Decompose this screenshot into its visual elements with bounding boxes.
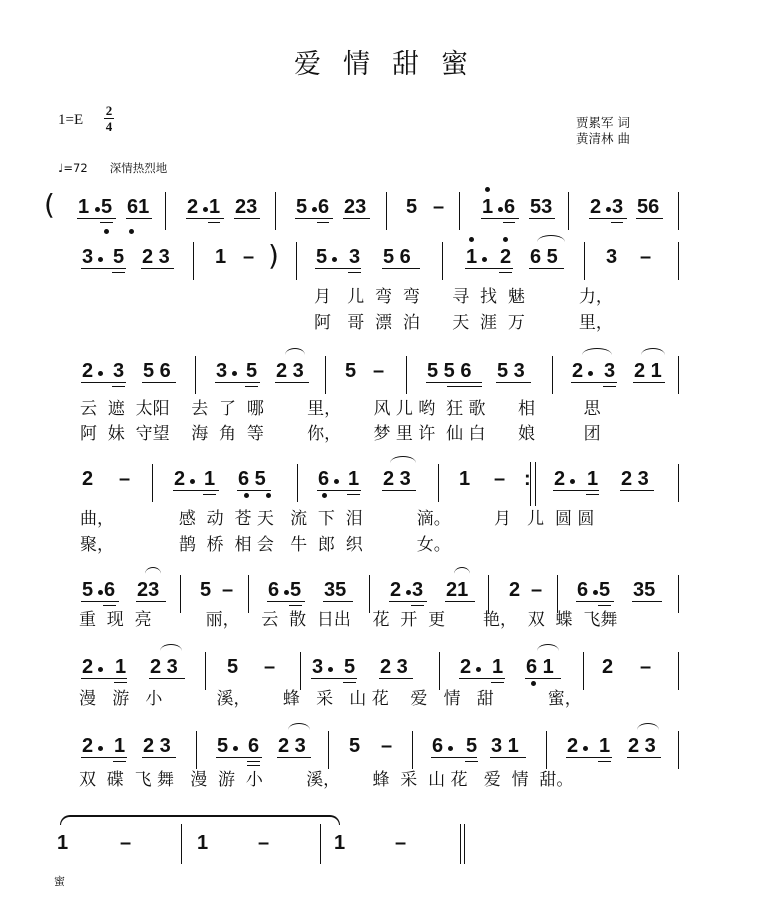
barline [678,464,679,502]
barline [325,356,326,394]
octave-dot [583,746,588,751]
underline [112,386,125,387]
underline [633,382,665,383]
octave-dot [190,479,195,484]
underline [136,601,166,602]
octave-dot [531,681,536,686]
note: 3 [113,360,125,382]
note: 23 [235,196,258,218]
barline [678,652,679,690]
note: 1 [114,735,126,757]
note: 2 [460,656,472,678]
tempo-bpm: ♩=72 [58,161,88,175]
octave-dot [503,237,508,242]
barline [584,242,585,280]
tie-arc [537,235,565,242]
note: 6 5 [530,246,558,268]
lyric: 月 儿 弯 弯 寻 找 魅 力， [314,287,613,307]
note: 2 [174,468,186,490]
octave-dot [98,667,103,672]
tie-arc [641,348,665,355]
underline [234,218,260,219]
note: – [119,468,131,490]
underline [611,222,623,223]
note: 5 [101,196,113,218]
octave-dot [98,590,103,595]
note: 3 [216,360,228,382]
underline [445,601,475,602]
note: 3 [82,246,94,268]
note: 1 [334,832,346,854]
note: 5 [217,735,229,757]
barline [552,356,553,394]
barline [546,731,547,769]
octave-dot [312,207,317,212]
underline [81,268,126,269]
note: 6 [504,196,516,218]
underline [525,678,561,679]
barline [165,192,166,230]
octave-dot [593,590,598,595]
barline [369,575,370,613]
underline [173,490,219,491]
underline [100,222,113,223]
note: 2 [572,360,584,382]
underline [465,761,478,762]
note: 2 3 [150,656,178,678]
lyric: 重 现 亮 丽， 云 散 日出 花 开 更 艳， 双 蝶 飞舞 [79,610,618,630]
note: 2 [500,246,512,268]
octave-dot [498,207,503,212]
note: 2 [82,735,94,757]
note: 2 [590,196,602,218]
tie-arc [160,644,182,651]
note: – [433,196,445,218]
octave-dot [485,187,490,192]
underline [589,218,627,219]
note: – [640,656,652,678]
underline [113,761,126,762]
paren-open: ( [44,188,55,221]
note: 1 [204,468,216,490]
underline [142,382,176,383]
lyric: 曲， 感 动 苍 天 流 下 泪 滴。 月 儿 圆 圆 [80,509,595,529]
note: 1 [115,656,127,678]
underline [126,218,152,219]
tie-arc [390,456,416,463]
note: 5 [599,579,611,601]
octave-dot [328,667,333,672]
note: 2 3 [142,246,170,268]
tie-arc [637,723,659,730]
expression-mark: 深情热烈地 [109,161,168,175]
note: 1 [466,246,478,268]
lyric: 阿 哥 漂 泊 天 涯 万 里， [314,313,613,333]
octave-dot [232,371,237,376]
underline [389,601,427,602]
underline [603,386,616,387]
barline [195,356,196,394]
barline [180,575,181,613]
note: 2 3 [383,468,411,490]
barline [678,356,679,394]
underline [379,678,413,679]
note: 6 [248,735,260,757]
tie-arc [454,567,470,574]
note: 35 [324,579,347,601]
octave-dot [233,746,238,751]
note: 2 [567,735,579,757]
barline [328,731,329,769]
composer: 黄清林 曲 [576,131,630,146]
underline [216,757,262,758]
tie-arc [60,815,340,825]
underline [315,268,361,269]
note: 1 [492,656,504,678]
underline [411,605,424,606]
underline [627,757,661,758]
octave-dot [266,493,271,498]
note: 5 [406,196,418,218]
barline [300,652,301,690]
underline [142,757,176,758]
underline [347,494,360,495]
note: – [243,246,255,268]
note: 53 [530,196,553,218]
lyric: 聚， 鹊 桥 相 会 牛 郎 织 女。 [80,535,451,555]
note: : [524,468,531,490]
note: 2 3 [143,735,171,757]
note: 1 [197,832,209,854]
underline [499,272,512,273]
barline [488,575,489,613]
note: 6 [318,468,330,490]
underline [490,757,526,758]
barline [678,731,679,769]
underline [247,765,260,766]
note: 6 [268,579,280,601]
tempo-marking [58,160,167,176]
note: 23 [344,196,367,218]
barline [459,192,460,230]
underline [103,605,116,606]
underline [277,757,311,758]
note: – [531,579,543,601]
note: 21 [446,579,469,601]
time-denominator: 4 [105,119,113,134]
note: 2 [602,656,614,678]
octave-dot [334,479,339,484]
barline [438,464,439,502]
underline [529,268,564,269]
underline [203,494,216,495]
credits [576,115,630,147]
underline [481,218,519,219]
note: 6 1 [526,656,554,678]
paren-close: ) [268,239,279,272]
tie-arc [537,644,559,651]
note: – [258,832,270,854]
note: 2 [82,360,94,382]
note: 1 [599,735,611,757]
barline [530,462,531,506]
octave-dot [98,257,103,262]
note: 3 [612,196,624,218]
underline [431,757,477,758]
octave-dot [98,746,103,751]
note: 1 [209,196,221,218]
lyric: 蜜 [54,875,65,888]
note: 2 [509,579,521,601]
underline [529,218,555,219]
tie-arc [288,723,310,730]
note: 5 6 [143,360,171,382]
note: 1 [348,468,360,490]
underline [267,601,305,602]
underline [81,601,119,602]
octave-dot [104,229,109,234]
barline [152,464,153,502]
note: 3 1 [491,735,519,757]
note: – [640,246,652,268]
note: 3 [349,246,361,268]
barline [193,242,194,280]
barline [386,192,387,230]
octave-dot [448,746,453,751]
note: 5 [344,656,356,678]
note: 2 [554,468,566,490]
underline [382,490,416,491]
underline [81,757,127,758]
note: 5 [227,656,239,678]
underline [81,382,126,383]
note: 5 [113,246,125,268]
underline [141,268,174,269]
underline [295,218,333,219]
octave-dot [482,257,487,262]
key-signature: 1=E [58,112,84,128]
barline [460,824,461,864]
underline [491,682,504,683]
underline [215,382,260,383]
song-title: 爱情甜蜜 [294,49,490,80]
note: 3 [606,246,618,268]
tie-arc [582,348,612,355]
barline [464,824,465,864]
note: 1 [78,196,90,218]
barline [583,652,584,690]
octave-dot [469,237,474,242]
underline [208,222,220,223]
note: 6 [318,196,330,218]
barline [678,242,679,280]
octave-dot [332,257,337,262]
underline [598,761,611,762]
note: 2 1 [634,360,662,382]
underline [289,605,302,606]
underline [447,386,482,387]
note: 56 [637,196,660,218]
barline [320,824,321,864]
time-signature [104,104,114,133]
note: – [494,468,506,490]
note: 1 [459,468,471,490]
note: 2 [187,196,199,218]
underline [114,682,127,683]
tie-arc [285,348,305,355]
octave-dot [322,493,327,498]
octave-dot [98,371,103,376]
note: 5 6 [383,246,411,268]
note: – [222,579,234,601]
lyric: 云 遮 太阳 去 了 哪 里， 风 儿 哟 狂 歌 相 思 [80,399,601,419]
barline [412,731,413,769]
underline [598,605,611,606]
underline [245,386,258,387]
lyric: 阿 妹 守望 海 角 等 你， 梦 里 许 仙 白 娘 团 [80,424,601,444]
barline [557,575,558,613]
note: 23 [137,579,160,601]
note: 2 3 [621,468,649,490]
note: 35 [633,579,656,601]
note: 5 [466,735,478,757]
underline [317,222,329,223]
underline [77,218,116,219]
barline [568,192,569,230]
barline [196,731,197,769]
barline [442,242,443,280]
note: 1 [215,246,227,268]
underline [586,494,599,495]
underline [459,678,505,679]
underline [576,601,614,602]
note: 1 [482,196,494,218]
note: 2 3 [380,656,408,678]
underline [426,382,482,383]
note: 5 [246,360,258,382]
barline [297,464,298,502]
underline [566,757,612,758]
note: 3 [604,360,616,382]
note: 5 [345,360,357,382]
underline [149,678,185,679]
note: 5 3 [497,360,525,382]
octave-dot [606,207,611,212]
note: 61 [127,196,150,218]
note: 5 5 6 [427,360,472,382]
octave-dot [406,590,411,595]
note: 3 [312,656,324,678]
underline [186,218,224,219]
note: 5 [296,196,308,218]
underline [317,490,361,491]
underline [81,678,127,679]
octave-dot [203,207,208,212]
barline [406,356,407,394]
note: 5 [200,579,212,601]
note: 3 [412,579,424,601]
octave-dot [129,229,134,234]
barline [535,462,536,506]
underline [348,272,361,273]
underline [632,601,662,602]
note: 1 [587,468,599,490]
underline [382,268,420,269]
octave-dot [588,371,593,376]
note: 6 [432,735,444,757]
note: 2 3 [276,360,304,382]
barline [296,242,297,280]
note: – [395,832,407,854]
barline [678,575,679,613]
underline [636,218,663,219]
note: 1 [57,832,69,854]
barline [678,192,679,230]
lyric: 漫 游 小 溪， 蜂 采 山 花 爱 情 甜 蜜， [79,689,582,709]
note: 2 3 [278,735,306,757]
lyricist: 贾累军 词 [576,115,630,130]
underline [465,268,513,269]
underline [323,601,353,602]
barline [275,192,276,230]
underline [343,218,370,219]
underline [311,678,357,679]
barline [205,652,206,690]
note: 5 [82,579,94,601]
underline [112,272,125,273]
note: – [120,832,132,854]
octave-dot [476,667,481,672]
underline [571,382,617,383]
underline [553,490,599,491]
lyric: 双 碟 飞 舞 漫 游 小 溪， 蜂 采 山 花 爱 情 甜。 [79,770,574,790]
note: 2 3 [628,735,656,757]
underline [503,222,515,223]
note: – [373,360,385,382]
underline [237,490,271,491]
tie-arc [145,567,161,574]
octave-dot [570,479,575,484]
underline [343,682,356,683]
barline [439,652,440,690]
octave-dot [244,493,249,498]
note: 5 [290,579,302,601]
note: 2 [390,579,402,601]
note: 2 [82,468,94,490]
octave-dot [95,207,100,212]
underline [275,382,309,383]
time-numerator: 2 [105,103,113,118]
note: – [381,735,393,757]
note: 5 [316,246,328,268]
note: 5 [349,735,361,757]
note: 6 [577,579,589,601]
underline [247,761,260,762]
note: 6 5 [238,468,266,490]
note: 6 [104,579,116,601]
note: 2 [82,656,94,678]
underline [496,382,531,383]
underline [620,490,654,491]
barline [248,575,249,613]
barline [181,824,182,864]
octave-dot [284,590,289,595]
note: – [264,656,276,678]
